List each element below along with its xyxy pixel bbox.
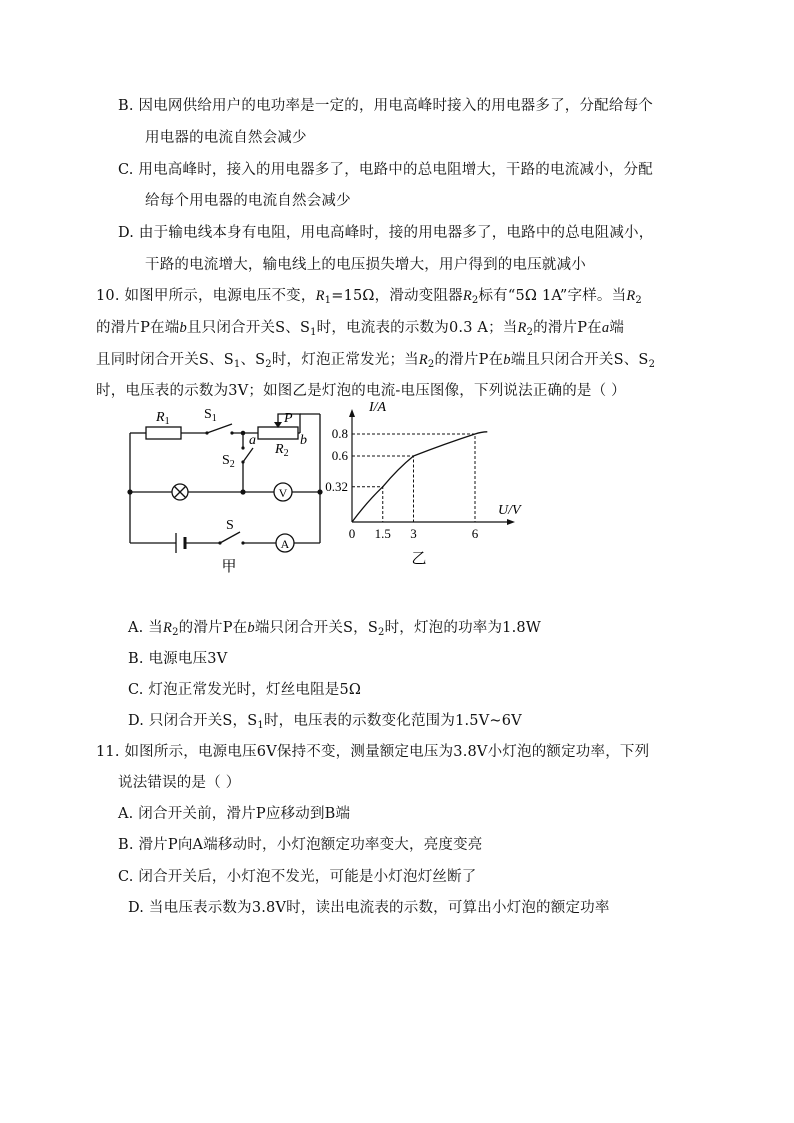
dashed-guide: [352, 434, 475, 522]
junction-dot: [241, 431, 246, 436]
q10-stem-text: 、S: [240, 352, 266, 368]
q10-stem-text: 端且只闭合开关S、S: [510, 352, 649, 368]
ammeter-label: A: [280, 537, 290, 551]
q9-option-c-line2: 给每个用电器的电流自然会减少: [145, 193, 351, 209]
r2-subscript: 2: [172, 627, 179, 638]
q10-option-c: C. 灯泡正常发光时，灯丝电阻是5Ω: [128, 682, 362, 698]
q10-stem-text: 的滑片P在: [533, 320, 602, 336]
junction-dot: [240, 489, 245, 494]
x-axis-arrow: [507, 519, 515, 525]
q10-stem-text: 的滑片P在端: [96, 320, 180, 336]
s1-subscript: 1: [310, 327, 317, 338]
q11-option-c: C. 闭合开关后，小灯泡不发光，可能是小灯泡灯丝断了: [118, 869, 477, 885]
switch-contact: [241, 541, 244, 544]
label-a-end: a: [249, 433, 256, 448]
q11-option-b: B. 滑片P向A端移动时，小灯泡额定功率变大，亮度变亮: [118, 837, 483, 853]
q10-figure: [0, 400, 794, 600]
switch-contact: [241, 460, 244, 463]
end-a-symbol: a: [601, 320, 610, 336]
q10-stem-text: 的滑片P在: [434, 352, 504, 368]
junction-dot: [127, 489, 132, 494]
r2-subscript: 2: [526, 327, 534, 338]
circuit-diagram: [130, 414, 320, 552]
tick-labels: [325, 426, 479, 541]
q11-option-a: A. 闭合开关前，滑片P应移动到B端: [118, 806, 351, 822]
s1-subscript: 1: [257, 720, 264, 731]
x-axis-label: U/V: [498, 503, 521, 518]
label-b-end: b: [300, 433, 307, 448]
y-axis-label: I/A: [369, 400, 387, 415]
label-p: P: [284, 411, 293, 426]
q10-stem-text: 时，电流表的示数为0.3 A；当: [316, 320, 518, 336]
option-text: 时，灯泡的功率为1.8W: [384, 620, 541, 636]
q9-option-d-line2: 干路的电流增大，输电线上的电压损失增大，用户得到的电压就减小: [145, 257, 586, 273]
iu-curve: [352, 432, 487, 522]
label-r1: $R_1$: [156, 410, 170, 427]
figure-caption-yi: 乙: [411, 551, 427, 567]
s2-subscript: 2: [378, 627, 385, 638]
q10-option-a: [128, 618, 541, 643]
r1-subscript: 1: [324, 295, 332, 306]
x-tick-label: 1.5: [374, 526, 391, 541]
s1-subscript: 1: [233, 359, 241, 370]
r2-symbol: R: [163, 620, 173, 636]
y-tick-label: 0.32: [325, 478, 348, 494]
q10-stem-line2: [96, 318, 624, 343]
q11-stem-line1: 11. 如图所示，电源电压6V保持不变，测量额定电压为3.8V小灯泡的额定功率，下列: [96, 744, 650, 760]
dashed-guides: [352, 434, 475, 522]
q10-stem-text: 如图甲所示，电源电压不变，: [124, 288, 316, 304]
q10-stem-text: 且只闭合开关S、S: [186, 320, 311, 336]
y-tick-label: 0.6: [331, 448, 348, 463]
end-b-symbol: b: [247, 620, 255, 636]
q10-stem-text: =15Ω，滑动变阻器: [331, 288, 463, 304]
switch-contact: [218, 541, 221, 544]
label-s: S: [226, 518, 234, 533]
resistor-r1: [146, 427, 181, 439]
switch-contact: [241, 446, 244, 449]
iu-graph: [325, 400, 522, 567]
option-text: 时，电压表的示数变化范围为1.5V~6V: [263, 713, 522, 729]
switch-s2-blade: [243, 448, 253, 462]
q10-stem-text: 时，灯泡正常发光；当: [271, 352, 419, 368]
q10-stem-text: 标有“5Ω 1A”字样。当: [478, 288, 627, 304]
q9-option-c-line1: C. 用电高峰时，接入的用电器多了，电路中的总电阻增大，干路的电流减小，分配: [118, 162, 653, 178]
option-text: 端只闭合开关S，S: [254, 620, 379, 636]
rheostat-r2: [258, 427, 298, 439]
r2-symbol: R: [418, 352, 428, 368]
q11-option-d: D. 当电压表示数为3.8V时，读出电流表的示数，可算出小灯泡的额定功率: [128, 900, 610, 916]
y-tick-label: 0.8: [331, 426, 348, 441]
q9-option-d-line1: D. 由于输电线本身有电阻，用电高峰时，接的用电器多了，电路中的总电阻减小，: [118, 225, 654, 241]
q10-stem-text: 且同时闭合开关S、S: [96, 352, 234, 368]
r2-subscript: 2: [635, 295, 642, 306]
switch-contact: [205, 431, 208, 434]
q10-number: 10.: [96, 288, 120, 304]
switch-s1-blade: [207, 424, 232, 433]
end-b-symbol: b: [503, 352, 511, 368]
r2-subscript: 2: [471, 295, 479, 306]
q10-stem-text: 端: [609, 320, 625, 336]
label-r2: $R_2$: [275, 442, 289, 459]
q9-option-b-line2: 用电器的电流自然会减少: [145, 130, 307, 146]
end-b-symbol: b: [179, 320, 187, 336]
r1-symbol: R: [315, 288, 325, 304]
q9-option-b-line1: B. 因电网供给用户的电功率是一定的，用电高峰时接入的用电器多了，分配给每个: [118, 98, 653, 114]
voltmeter-label: V: [278, 486, 288, 500]
q11-stem-line2: 说法错误的是（ ）: [118, 775, 241, 791]
junction-dot: [317, 489, 322, 494]
option-text: A. 当: [128, 620, 163, 636]
option-text: D. 只闭合开关S，S: [128, 713, 258, 729]
x-tick-label: 6: [471, 526, 479, 541]
r2-subscript: 2: [427, 359, 435, 370]
switch-s-blade: [220, 532, 240, 543]
origin-label: 0: [348, 526, 356, 541]
label-s2: $S_2$: [222, 453, 235, 470]
q10-stem-line3: [96, 350, 655, 375]
r2-symbol: R: [517, 320, 527, 336]
s2-subscript: 2: [265, 359, 272, 370]
q10-stem-line4: 时，电压表的示数为3V；如图乙是灯泡的电流-电压图像，下列说法正确的是（ ）: [96, 383, 626, 399]
x-tick-label: 3: [410, 526, 417, 541]
switch-contact: [230, 431, 233, 434]
label-s1: $S_1$: [204, 407, 217, 424]
q10-option-d: [128, 711, 522, 736]
option-text: 的滑片P在: [178, 620, 248, 636]
s2-subscript: 2: [648, 359, 656, 370]
r2-symbol: R: [626, 288, 636, 304]
q10-option-b: B. 电源电压3V: [128, 651, 228, 667]
q10-stem-line1: [96, 286, 642, 311]
figure-caption-jia: 甲: [221, 559, 237, 575]
y-axis-arrow: [349, 409, 355, 417]
r2-symbol: R: [462, 288, 472, 304]
